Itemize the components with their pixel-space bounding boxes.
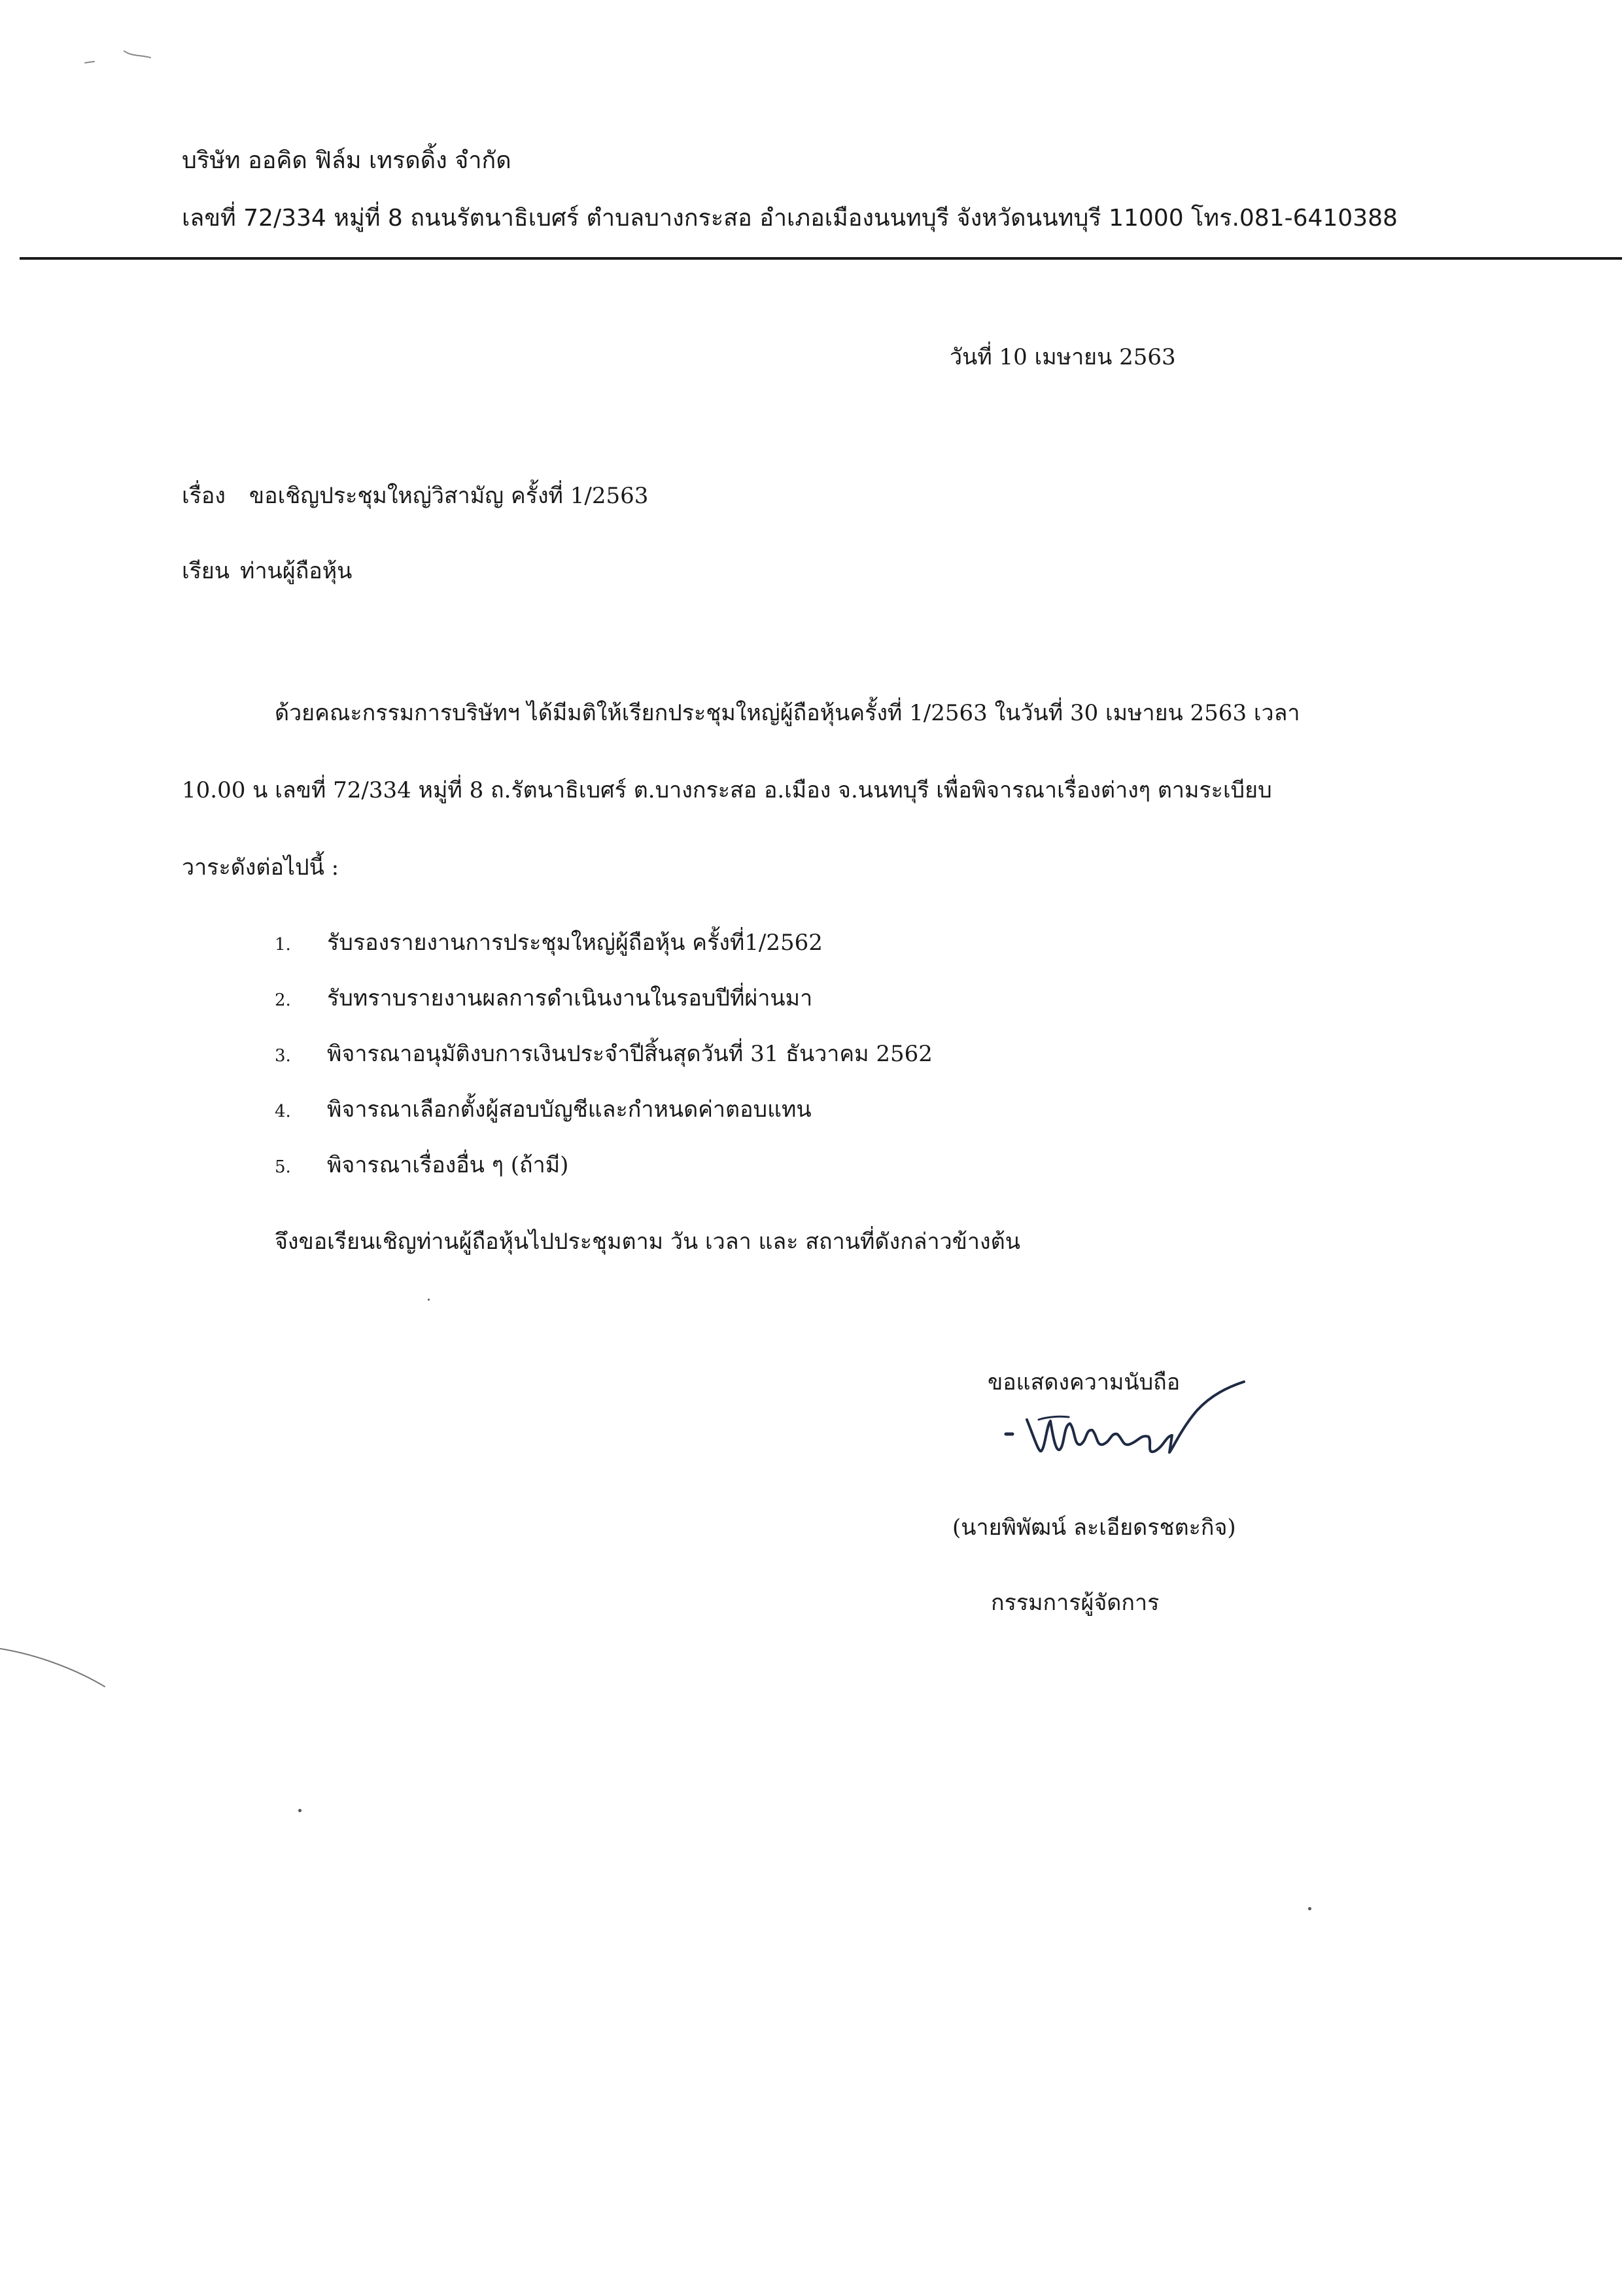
scan-speck [428,1299,430,1301]
agenda-item [275,980,812,1015]
agenda-number: 3. [275,1046,291,1066]
agenda-number: 2. [275,990,291,1010]
agenda-item [275,1147,568,1182]
subject-label: เรื่อง [182,483,226,509]
company-name: บริษัท ออคิด ฟิล์ม เทรดดิ้ง จำกัด [182,147,511,174]
scan-mark [0,1636,111,1694]
agenda-item [275,1036,933,1071]
agenda-item [275,1091,812,1127]
body-line-3: วาระดังต่อไปนี้ : [182,854,339,881]
recipient-line [182,553,352,588]
scan-mark [78,39,170,72]
signer-title: กรรมการผู้จัดการ [991,1590,1160,1616]
agenda-text: รับทราบรายงานผลการดำเนินงานในรอบปีที่ผ่านมา [327,985,813,1011]
agenda-text: พิจารณาเลือกตั้งผู้สอบบัญชีและกำหนดค่าตอบแทน [327,1096,812,1123]
body-line-2: 10.00 น เลขที่ 72/334 หมู่ที่ 8 ถ.รัตนาธิเบศร์ ต.บางกระสอ อ.เมือง จ.นนทบุรี เพื่อพิจารณาเรื่องต่างๆ ตามระเบียบ [182,777,1272,803]
subject-text: ขอเชิญประชุมใหญ่วิสามัญ ครั้งที่ 1/2563 [249,483,649,509]
agenda-item [275,924,823,960]
handwritten-signature [1001,1374,1262,1479]
subject-line [182,478,648,513]
agenda-text: รับรองรายงานการประชุมใหญ่ผู้ถือหุ้น ครั้งที่1/2562 [327,930,823,956]
recipient-text: ท่านผู้ถือหุ้น [240,558,353,584]
letterhead-divider [20,257,1622,260]
scan-speck [298,1809,302,1812]
agenda-number: 1. [275,935,291,955]
agenda-number: 5. [275,1157,291,1177]
agenda-text: พิจารณาเรื่องอื่น ๆ (ถ้ามี) [327,1152,569,1178]
regards-line: ขอแสดงความนับถือ [988,1369,1181,1395]
letter-date: วันที่ 10 เมษายน 2563 [950,344,1176,370]
agenda-number: 4. [275,1102,291,1121]
scan-speck [1308,1907,1311,1910]
company-address: เลขที่ 72/334 หมู่ที่ 8 ถนนรัตนาธิเบศร์ ตำบลบางกระสอ อำเภอเมืองนนทบุรี จังหวัดนนทบุรี 11000 โทร.081-6410388 [182,205,1398,232]
body-line-1: ด้วยคณะกรรมการบริษัทฯ ได้มีมติให้เรียกประชุมใหญ่ผู้ถือหุ้นครั้งที่ 1/2563 ในวันที่ 30 เมษายน 2563 เวลา [275,700,1300,726]
agenda-text: พิจารณาอนุมัติงบการเงินประจำปีสิ้นสุดวันที่ 31 ธันวาคม 2562 [327,1041,933,1067]
signer-name: (นายพิพัฒน์ ละเอียดรชตะกิจ) [952,1515,1236,1541]
closing-line: จึงขอเรียนเชิญท่านผู้ถือหุ้นไปประชุมตาม วัน เวลา และ สถานที่ดังกล่าวข้างต้น [275,1229,1020,1255]
recipient-label: เรียน [182,558,230,584]
